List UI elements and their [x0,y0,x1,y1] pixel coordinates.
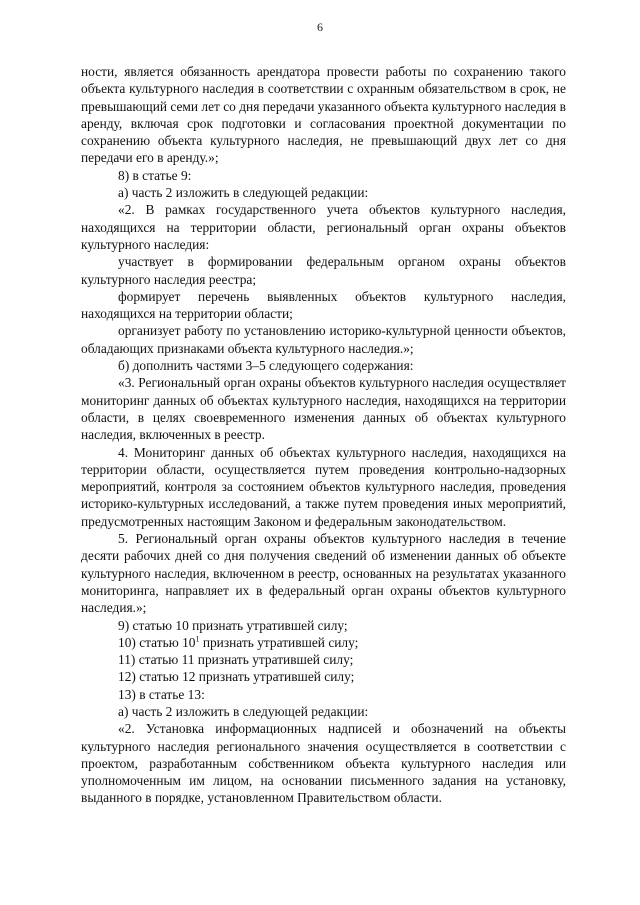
paragraph: участвует в формировании федеральным органом охраны объектов культурного наследия реестра; [81,254,566,287]
paragraph: б) дополнить частями 3–5 следующего содержания: [118,358,414,374]
paragraph: «2. Установка информационных надписей и обозначений на объекты культурного наследия регионального значения осуществляется в соответствии с проектом, разработанным собственником объекта культурного наследия или уполномоченным им лицом, на основании письменного задания на установку, выданного в порядке, установленном Правительством области. [81,721,566,806]
paragraph: 12) статью 12 признать утратившей силу; [118,669,355,685]
paragraph: 5. Региональный орган охраны объектов культурного наследия в течение десяти рабочих дней со дня получения сведений об изменении данных об объекте культурного наследия, включенном в реестр, основанных на результатах указанного мониторинга, направляет их в федеральный орган охраны объектов культурного наследия.»; [81,531,566,616]
page-number: 6 [317,20,323,34]
paragraph: 8) в статье 9: [118,167,192,183]
paragraph: 4. Мониторинг данных об объектах культурного наследия, находящихся на территории области, осуществляется путем проведения контрольно-надзорных мероприятий, контроля за состоянием объектов культурного наследия, проведения историко-культурных исследований, а также путем проведения иных мероприятий, предусмотренных настоящим Законом и федеральным законодательством. [81,444,566,529]
paragraph: формирует перечень выявленных объектов культурного наследия, находящихся на территории области; [81,288,566,322]
paragraph: 13) в статье 13: [118,686,205,702]
paragraph: 9) статью 10 признать утратившей силу; [118,617,348,633]
document-body [81,63,566,807]
item-10-prefix: 10) статью 10 [118,634,196,650]
paragraph: организует работу по установлению историко-культурной ценности объектов, обладающих признаками объекта культурного наследия.»; [81,323,566,356]
item-10-suffix: признать утратившей силу; [199,634,359,650]
item-10-superscript: 1 [195,634,200,644]
paragraph: а) часть 2 изложить в следующей редакции: [118,703,369,719]
paragraph: 11) статью 11 признать утратившей силу; [118,652,354,668]
paragraph-item-10-1 [81,634,566,651]
paragraph: а) часть 2 изложить в следующей редакции: [118,185,369,201]
paragraph: «2. В рамках государственного учета объектов культурного наследия, находящихся на территории области, региональный орган охраны объектов культурного наследия: [81,202,566,252]
paragraph: «3. Региональный орган охраны объектов культурного наследия осуществляет мониторинг данных об объектах культурного наследия, находящихся на территории области, в целях своевременного изменения данных об объектах культурного наследия, включенных в реестр. [81,375,566,443]
paragraph: ности, является обязанность арендатора провести работы по сохранению такого объекта культурного наследия в соответствии с охранным обязательством в срок, не превышающий семи лет со дня передачи указанного объекта культурного наследия в аренду, включая срок подготовки и согласования проектной документации по сохранению объекта культурного наследия, не превышающий двух лет со дня передачи его в аренду.»; [81,64,566,166]
